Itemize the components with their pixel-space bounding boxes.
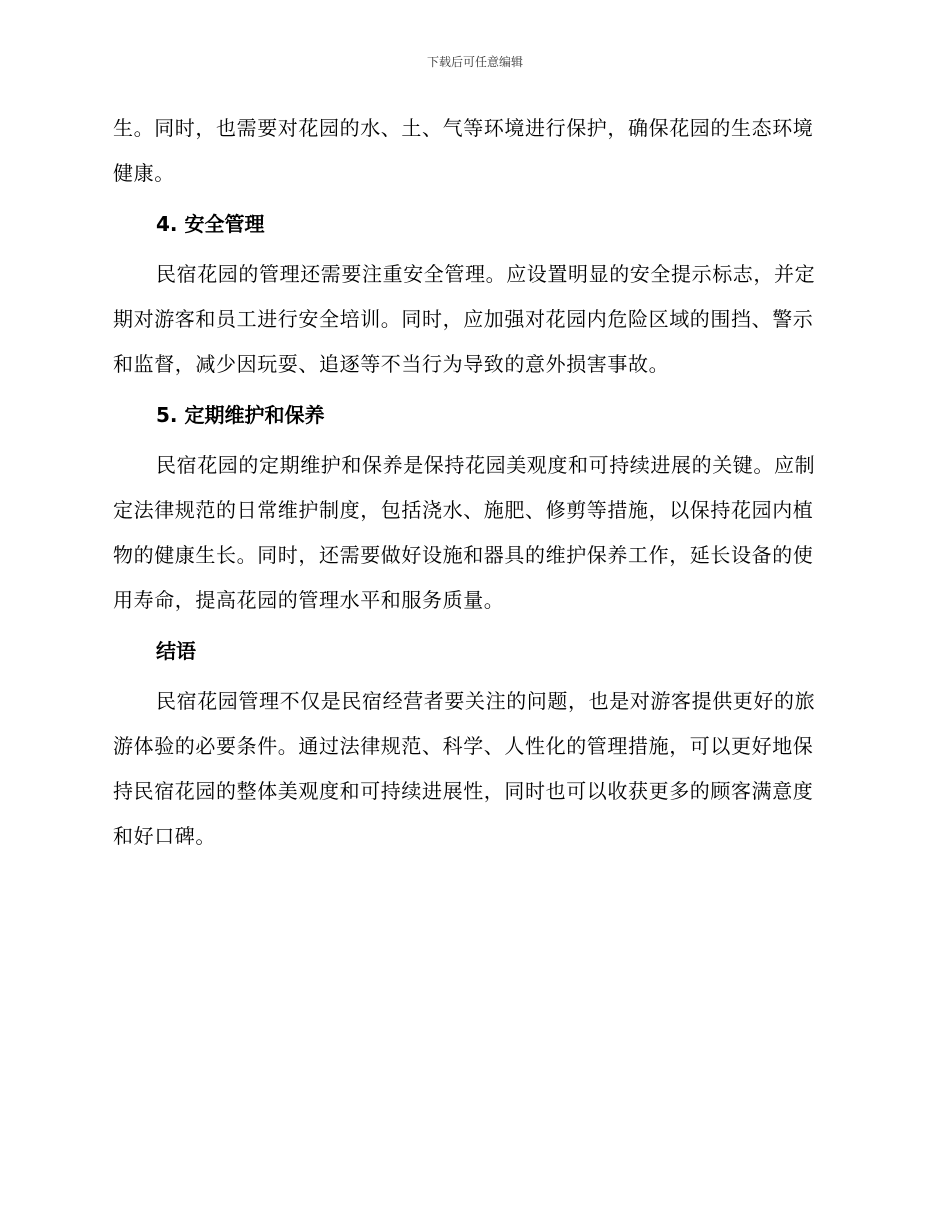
section-4-heading: 4. 安全管理 (156, 212, 265, 236)
conclusion-heading: 结语 (156, 639, 196, 663)
section-4-paragraph: 民宿花园的管理还需要注重安全管理。应设置明显的安全提示标志，并定期对游客和员工进行安全培训。同时，应加强对花园内危险区域的围挡、警示和监督，减少因玩耍、追逐等不当行为导致的意外损害事故。 (113, 262, 816, 376)
intro-paragraph: 生。同时，也需要对花园的水、土、气等环境进行保护，确保花园的生态环境健康。 (113, 116, 814, 185)
conclusion-paragraph: 民宿花园管理不仅是民宿经营者要关注的问题，也是对游客提供更好的旅游体验的必要条件。通过法律规范、科学、人性化的管理措施，可以更好地保持民宿花园的整体美观度和可持续进展性，同时也可以收获更多的顾客满意度和好口碑。 (113, 689, 816, 848)
section-5-heading: 5. 定期维护和保养 (156, 403, 325, 427)
page-header: 下载后可任意编辑 (426, 55, 523, 69)
document-body (113, 106, 831, 859)
section-5-paragraph: 民宿花园的定期维护和保养是保持花园美观度和可持续进展的关键。应制定法律规范的日常维护制度，包括浇水、施肥、修剪等措施，以保持花园内植物的健康生长。同时，还需要做好设施和器具的维护保养工作，延长设备的使用寿命，提高花园的管理水平和服务质量。 (113, 453, 816, 612)
